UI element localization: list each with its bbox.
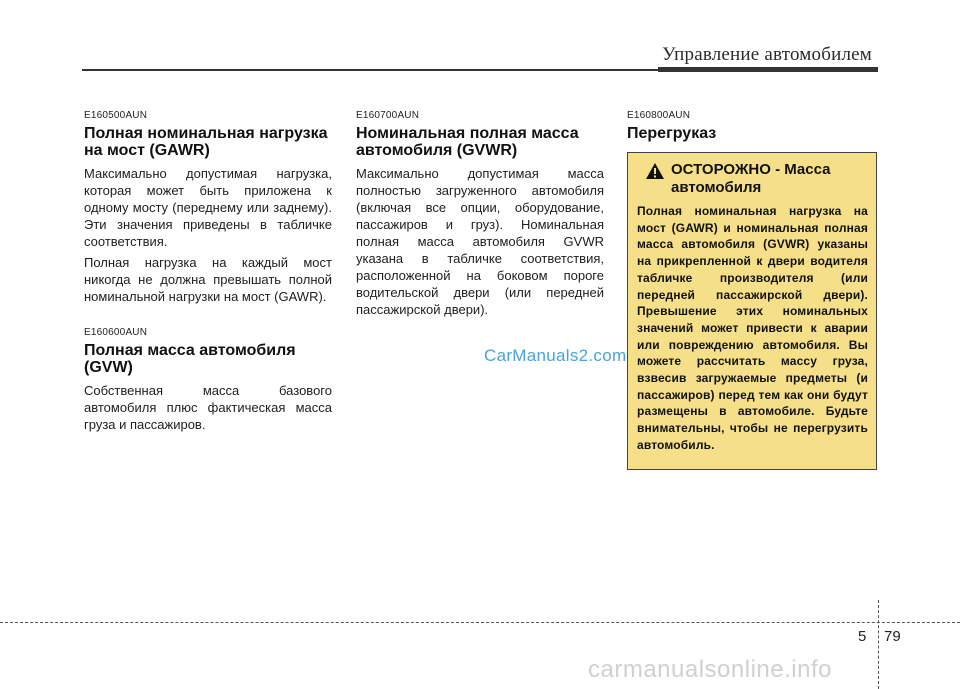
footer-vertical-divider <box>878 600 879 689</box>
paragraph: Собственная масса базового автомобиля плюс фактическая масса груза и пассажиров. <box>84 383 332 432</box>
paragraph: Максимально допустимая нагрузка, которая может быть приложена к одному мосту (переднему или заднему). Эти значения приведены в табличке соответствия. <box>84 166 332 249</box>
section-code: E160500AUN <box>84 110 148 121</box>
section-code: E160700AUN <box>356 110 420 121</box>
chapter-number: 5 <box>858 628 867 645</box>
warning-triangle-icon <box>645 162 665 180</box>
paragraph: Максимально допустимая масса полностью загруженного автомобиля (включая все опции, оборудование, пассажиров и груз). Номинальная полная масса автомобиля GVWR указана в табличке соответствия, расположенной на боковом пороге водительской двери (или передней пассажирской двери). <box>356 166 604 317</box>
section-code: E160800AUN <box>627 110 691 121</box>
caution-body: Полная номинальная нагрузка на мост (GAWR) и номинальная полная масса автомобиля (GVWR) указаны на прикрепленной к двери водителя табличке производителя (или передней пассажирской двери). Превышение этих номинальных значений может привести к аварии или повреждению автомобиля. Вы можете рассчитать массу груза, взвесив загружаемые предметы (и пассажиров) перед тем как они будут размещены в автомобиле. Будьте внимательны, чтобы не перегрузить автомобиль. <box>637 204 868 452</box>
watermark-carmanuals: CarManuals2.com <box>484 346 627 365</box>
section-heading-gawr: Полная номинальная нагрузка на мост (GAWR) <box>84 125 328 159</box>
column-middle <box>356 110 604 322</box>
section-heading-overload: Перегруказ <box>627 125 717 142</box>
column-right <box>627 110 875 148</box>
caution-title: ОСТОРОЖНО - Масса автомобиля <box>671 161 831 196</box>
header-divider-accent <box>658 67 878 72</box>
page-header-title: Управление автомобилем <box>662 44 872 65</box>
footer-watermark-site: carmanualsonline.info <box>588 656 832 683</box>
caution-header <box>637 161 868 197</box>
caution-box <box>627 152 877 470</box>
paragraph: Полная нагрузка на каждый мост никогда не должна превышать полной номинальной нагрузки на мост (GAWR). <box>84 255 332 304</box>
section-code: E160600AUN <box>84 327 148 338</box>
page-number: 79 <box>884 628 901 645</box>
column-left <box>84 110 332 437</box>
section-heading-gvwr: Номинальная полная масса автомобиля (GVWR) <box>356 125 579 159</box>
footer-divider <box>0 622 960 623</box>
section-heading-gvw: Полная масса автомобиля (GVW) <box>84 342 296 376</box>
